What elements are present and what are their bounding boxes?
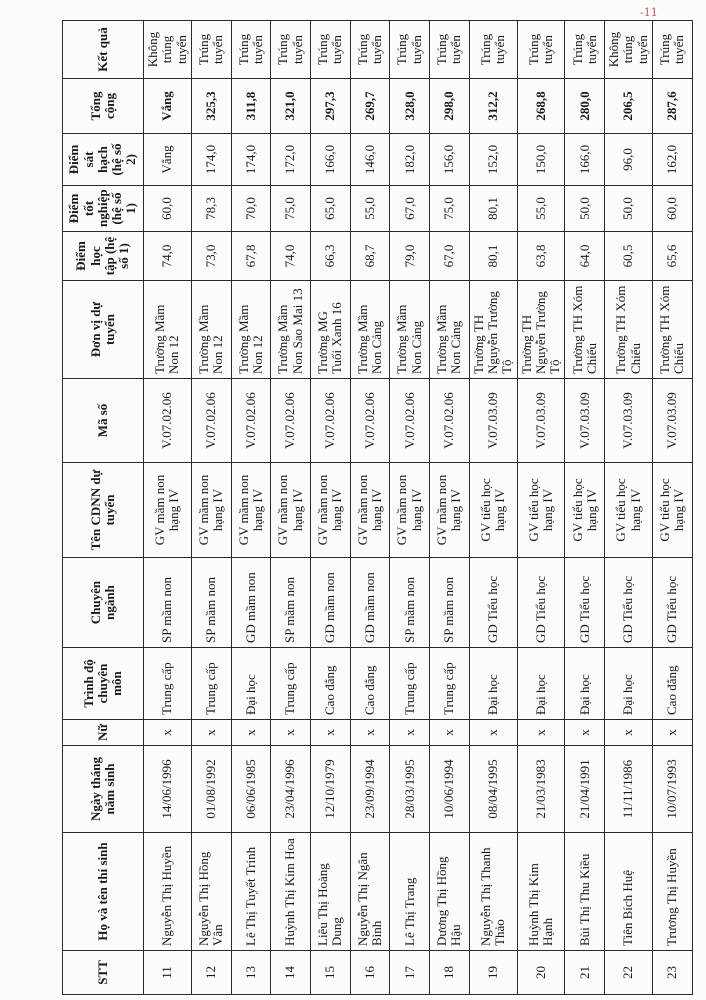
cell-major: GD mầm non xyxy=(310,558,350,648)
table-row xyxy=(605,21,653,995)
cell-dob: 01/08/1992 xyxy=(191,746,231,833)
header-code: Mã số xyxy=(63,379,144,463)
cell-result: Trúng tuyển xyxy=(271,21,311,79)
cell-stt: 17 xyxy=(390,951,430,995)
cell-dob: 14/06/1996 xyxy=(144,746,192,833)
page-mark: -11 xyxy=(640,6,658,19)
cell-exam: 156,0 xyxy=(430,134,470,186)
cell-major: GD Tiểu học xyxy=(605,558,653,648)
cell-code: V.07.02.06 xyxy=(271,379,311,463)
table-row xyxy=(565,21,605,995)
cell-level: Đại học xyxy=(517,648,565,720)
table-row xyxy=(430,21,470,995)
cell-female: x xyxy=(390,720,430,746)
cell-stt: 14 xyxy=(271,951,311,995)
cell-level: Đại học xyxy=(565,648,605,720)
table-row xyxy=(310,21,350,995)
header-level: Trình độ chuyên môn xyxy=(63,648,144,720)
table-row xyxy=(191,21,231,995)
cell-position: GV mầm non hạng IV xyxy=(191,463,231,558)
cell-major: GD mầm non xyxy=(350,558,390,648)
cell-total: 206,5 xyxy=(605,79,653,134)
cell-code: V.07.02.06 xyxy=(430,379,470,463)
cell-female: x xyxy=(310,720,350,746)
table-row xyxy=(390,21,430,995)
cell-study: 79,0 xyxy=(390,232,430,281)
cell-position: GV tiểu học hạng IV xyxy=(605,463,653,558)
cell-dob: 06/06/1985 xyxy=(231,746,271,833)
cell-level: Đại học xyxy=(605,648,653,720)
header-position: Tên CDNN dự tuyển xyxy=(63,463,144,558)
cell-female: x xyxy=(144,720,192,746)
cell-dob: 11/11/1986 xyxy=(605,746,653,833)
cell-study: 74,0 xyxy=(144,232,192,281)
cell-study: 73,0 xyxy=(191,232,231,281)
table-row xyxy=(469,21,517,995)
cell-level: Cao đẳng xyxy=(653,648,693,720)
cell-result: Trúng tuyển xyxy=(310,21,350,79)
cell-grad: 70,0 xyxy=(231,186,271,232)
cell-name: Huỳnh Thị Kim Hoa xyxy=(271,833,311,951)
cell-total: 268,8 xyxy=(517,79,565,134)
cell-name: Bùi Thị Thu Kiều xyxy=(565,833,605,951)
cell-position: GV mầm non hạng IV xyxy=(144,463,192,558)
cell-name: Liêu Thị Hoàng Dung xyxy=(310,833,350,951)
header-row xyxy=(63,21,144,995)
cell-exam: 182,0 xyxy=(390,134,430,186)
header-total: Tổng cộng xyxy=(63,79,144,134)
cell-position: GV mầm non hạng IV xyxy=(271,463,311,558)
cell-result: Trúng tuyển xyxy=(390,21,430,79)
header-unit: Đơn vị dự tuyển xyxy=(63,281,144,379)
cell-exam: 146,0 xyxy=(350,134,390,186)
cell-major: GD Tiểu học xyxy=(653,558,693,648)
cell-stt: 15 xyxy=(310,951,350,995)
header-study: Điểm học tập (hệ số 1) xyxy=(63,232,144,281)
cell-result: Trúng tuyển xyxy=(653,21,693,79)
cell-dob: 21/03/1983 xyxy=(517,746,565,833)
cell-level: Trung cấp xyxy=(271,648,311,720)
cell-name: Nguyễn Thị Hồng Vân xyxy=(191,833,231,951)
cell-unit: Trường TH Nguyễn Trường Tộ xyxy=(469,281,517,379)
cell-unit: Trường Mầm Non 12 xyxy=(144,281,192,379)
cell-code: V.07.03.09 xyxy=(605,379,653,463)
table-row xyxy=(653,21,693,995)
cell-female: x xyxy=(565,720,605,746)
cell-result: Trúng tuyển xyxy=(430,21,470,79)
cell-result: Trúng tuyển xyxy=(469,21,517,79)
cell-major: GD Tiểu học xyxy=(469,558,517,648)
header-grad: Điểm tốt nghiệp (hệ số 1) xyxy=(63,186,144,232)
cell-female: x xyxy=(605,720,653,746)
cell-stt: 21 xyxy=(565,951,605,995)
cell-position: GV tiểu học hạng IV xyxy=(517,463,565,558)
cell-major: GD mầm non xyxy=(231,558,271,648)
cell-grad: 75,0 xyxy=(271,186,311,232)
cell-study: 67,0 xyxy=(430,232,470,281)
cell-study: 63,8 xyxy=(517,232,565,281)
cell-grad: 67,0 xyxy=(390,186,430,232)
cell-study: 65,6 xyxy=(653,232,693,281)
cell-dob: 08/04/1995 xyxy=(469,746,517,833)
cell-result: Không trúng tuyển xyxy=(605,21,653,79)
cell-unit: Trường MG Tuổi Xanh 16 xyxy=(310,281,350,379)
cell-result: Trúng tuyển xyxy=(565,21,605,79)
cell-exam: Vắng xyxy=(144,134,192,186)
table-row xyxy=(144,21,192,995)
cell-female: x xyxy=(231,720,271,746)
cell-level: Trung cấp xyxy=(390,648,430,720)
cell-grad: 50,0 xyxy=(605,186,653,232)
table-row xyxy=(350,21,390,995)
cell-stt: 23 xyxy=(653,951,693,995)
cell-unit: Trường Mầm Non Cảng xyxy=(430,281,470,379)
cell-unit: Trường Mầm Non 12 xyxy=(231,281,271,379)
cell-level: Đại học xyxy=(231,648,271,720)
cell-total: 328,0 xyxy=(390,79,430,134)
cell-position: GV tiểu học hạng IV xyxy=(565,463,605,558)
cell-code: V.07.02.06 xyxy=(350,379,390,463)
cell-exam: 166,0 xyxy=(565,134,605,186)
cell-name: Lê Thị Tuyết Trinh xyxy=(231,833,271,951)
cell-dob: 10/06/1994 xyxy=(430,746,470,833)
cell-code: V.07.03.09 xyxy=(653,379,693,463)
cell-exam: 166,0 xyxy=(310,134,350,186)
cell-unit: Trường Mầm Non 12 xyxy=(191,281,231,379)
cell-level: Trung cấp xyxy=(144,648,192,720)
cell-stt: 20 xyxy=(517,951,565,995)
header-name: Họ và tên thí sinh xyxy=(63,833,144,951)
cell-level: Trung cấp xyxy=(430,648,470,720)
cell-major: SP mầm non xyxy=(144,558,192,648)
cell-result: Không trúng tuyển xyxy=(144,21,192,79)
cell-major: GD Tiểu học xyxy=(565,558,605,648)
cell-position: GV mầm non hạng IV xyxy=(430,463,470,558)
cell-dob: 10/07/1993 xyxy=(653,746,693,833)
cell-unit: Trường TH Xóm Chiếu xyxy=(605,281,653,379)
cell-total: 312,2 xyxy=(469,79,517,134)
header-stt: STT xyxy=(63,951,144,995)
cell-major: GD Tiểu học xyxy=(517,558,565,648)
cell-total: 325,3 xyxy=(191,79,231,134)
header-exam: Điểm sát hạch (hệ số 2) xyxy=(63,134,144,186)
cell-result: Trúng tuyển xyxy=(517,21,565,79)
cell-name: Huỳnh Thị Kim Hạnh xyxy=(517,833,565,951)
cell-position: GV tiểu học hạng IV xyxy=(469,463,517,558)
cell-name: Nguyễn Thị Thanh Thảo xyxy=(469,833,517,951)
cell-result: Trúng tuyển xyxy=(231,21,271,79)
cell-stt: 22 xyxy=(605,951,653,995)
header-result: Kết quả xyxy=(63,21,144,79)
cell-code: V.07.03.09 xyxy=(469,379,517,463)
cell-study: 74,0 xyxy=(271,232,311,281)
cell-female: x xyxy=(517,720,565,746)
cell-study: 64,0 xyxy=(565,232,605,281)
cell-grad: 55,0 xyxy=(517,186,565,232)
header-female: Nữ xyxy=(63,720,144,746)
cell-result: Trúng tuyển xyxy=(350,21,390,79)
cell-exam: 152,0 xyxy=(469,134,517,186)
cell-unit: Trường TH Xóm Chiếu xyxy=(565,281,605,379)
table-row xyxy=(517,21,565,995)
cell-name: Nguyễn Thị Ngân Bình xyxy=(350,833,390,951)
cell-female: x xyxy=(469,720,517,746)
cell-exam: 172,0 xyxy=(271,134,311,186)
cell-total: 298,0 xyxy=(430,79,470,134)
cell-name: Lê Thị Trang xyxy=(390,833,430,951)
cell-study: 68,7 xyxy=(350,232,390,281)
cell-study: 80,1 xyxy=(469,232,517,281)
cell-total: 311,8 xyxy=(231,79,271,134)
cell-major: SP mầm non xyxy=(390,558,430,648)
cell-major: SP mầm non xyxy=(191,558,231,648)
cell-major: SP mầm non xyxy=(430,558,470,648)
cell-female: x xyxy=(271,720,311,746)
cell-total: 280,0 xyxy=(565,79,605,134)
table-row xyxy=(231,21,271,995)
cell-code: V.07.02.06 xyxy=(390,379,430,463)
cell-code: V.07.02.06 xyxy=(191,379,231,463)
cell-grad: 60,0 xyxy=(144,186,192,232)
cell-code: V.07.03.09 xyxy=(565,379,605,463)
cell-unit: Trường Mầm Non Sao Mai 13 xyxy=(271,281,311,379)
cell-study: 66,3 xyxy=(310,232,350,281)
cell-position: GV mầm non hạng IV xyxy=(350,463,390,558)
cell-level: Cao đẳng xyxy=(310,648,350,720)
cell-unit: Trường Mầm Non Cảng xyxy=(390,281,430,379)
cell-exam: 150,0 xyxy=(517,134,565,186)
cell-stt: 13 xyxy=(231,951,271,995)
cell-level: Đại học xyxy=(469,648,517,720)
cell-dob: 23/09/1994 xyxy=(350,746,390,833)
rotated-table-container xyxy=(62,21,687,995)
table-body xyxy=(144,21,693,995)
cell-female: x xyxy=(653,720,693,746)
cell-stt: 18 xyxy=(430,951,470,995)
cell-total: Vắng xyxy=(144,79,192,134)
cell-dob: 12/10/1979 xyxy=(310,746,350,833)
header-dob: Ngày tháng năm sinh xyxy=(63,746,144,833)
cell-unit: Trường Mầm Non Cảng xyxy=(350,281,390,379)
cell-grad: 55,0 xyxy=(350,186,390,232)
cell-position: GV mầm non hạng IV xyxy=(231,463,271,558)
cell-position: GV mầm non hạng IV xyxy=(390,463,430,558)
cell-total: 287,6 xyxy=(653,79,693,134)
cell-study: 60,5 xyxy=(605,232,653,281)
cell-exam: 174,0 xyxy=(231,134,271,186)
cell-unit: Trường TH Xóm Chiếu xyxy=(653,281,693,379)
cell-stt: 11 xyxy=(144,951,192,995)
cell-grad: 65,0 xyxy=(310,186,350,232)
cell-grad: 50,0 xyxy=(565,186,605,232)
cell-stt: 19 xyxy=(469,951,517,995)
cell-name: Tiên Bích Huệ xyxy=(605,833,653,951)
cell-total: 269,7 xyxy=(350,79,390,134)
cell-dob: 21/04/1991 xyxy=(565,746,605,833)
cell-grad: 60,0 xyxy=(653,186,693,232)
cell-stt: 12 xyxy=(191,951,231,995)
cell-result: Trúng tuyển xyxy=(191,21,231,79)
cell-dob: 28/03/1995 xyxy=(390,746,430,833)
cell-female: x xyxy=(191,720,231,746)
cell-position: GV tiểu học hạng IV xyxy=(653,463,693,558)
cell-grad: 75,0 xyxy=(430,186,470,232)
cell-exam: 96,0 xyxy=(605,134,653,186)
cell-dob: 23/04/1996 xyxy=(271,746,311,833)
cell-level: Trung cấp xyxy=(191,648,231,720)
cell-study: 67,8 xyxy=(231,232,271,281)
cell-grad: 80,1 xyxy=(469,186,517,232)
cell-position: GV mầm non hạng IV xyxy=(310,463,350,558)
cell-exam: 162,0 xyxy=(653,134,693,186)
cell-total: 297,3 xyxy=(310,79,350,134)
cell-level: Cao đẳng xyxy=(350,648,390,720)
cell-name: Trương Thị Huyền xyxy=(653,833,693,951)
cell-exam: 174,0 xyxy=(191,134,231,186)
cell-name: Dương Thị Hồng Hậu xyxy=(430,833,470,951)
cell-unit: Trường TH Nguyễn Trường Tộ xyxy=(517,281,565,379)
cell-name: Nguyễn Thị Huyền xyxy=(144,833,192,951)
cell-total: 321,0 xyxy=(271,79,311,134)
results-table xyxy=(62,20,693,995)
cell-grad: 78,3 xyxy=(191,186,231,232)
cell-major: SP mầm non xyxy=(271,558,311,648)
cell-stt: 16 xyxy=(350,951,390,995)
cell-code: V.07.02.06 xyxy=(310,379,350,463)
cell-female: x xyxy=(350,720,390,746)
cell-code: V.07.03.09 xyxy=(517,379,565,463)
cell-code: V.07.02.06 xyxy=(144,379,192,463)
cell-code: V.07.02.06 xyxy=(231,379,271,463)
cell-female: x xyxy=(430,720,470,746)
header-major: Chuyên ngành xyxy=(63,558,144,648)
table-row xyxy=(271,21,311,995)
